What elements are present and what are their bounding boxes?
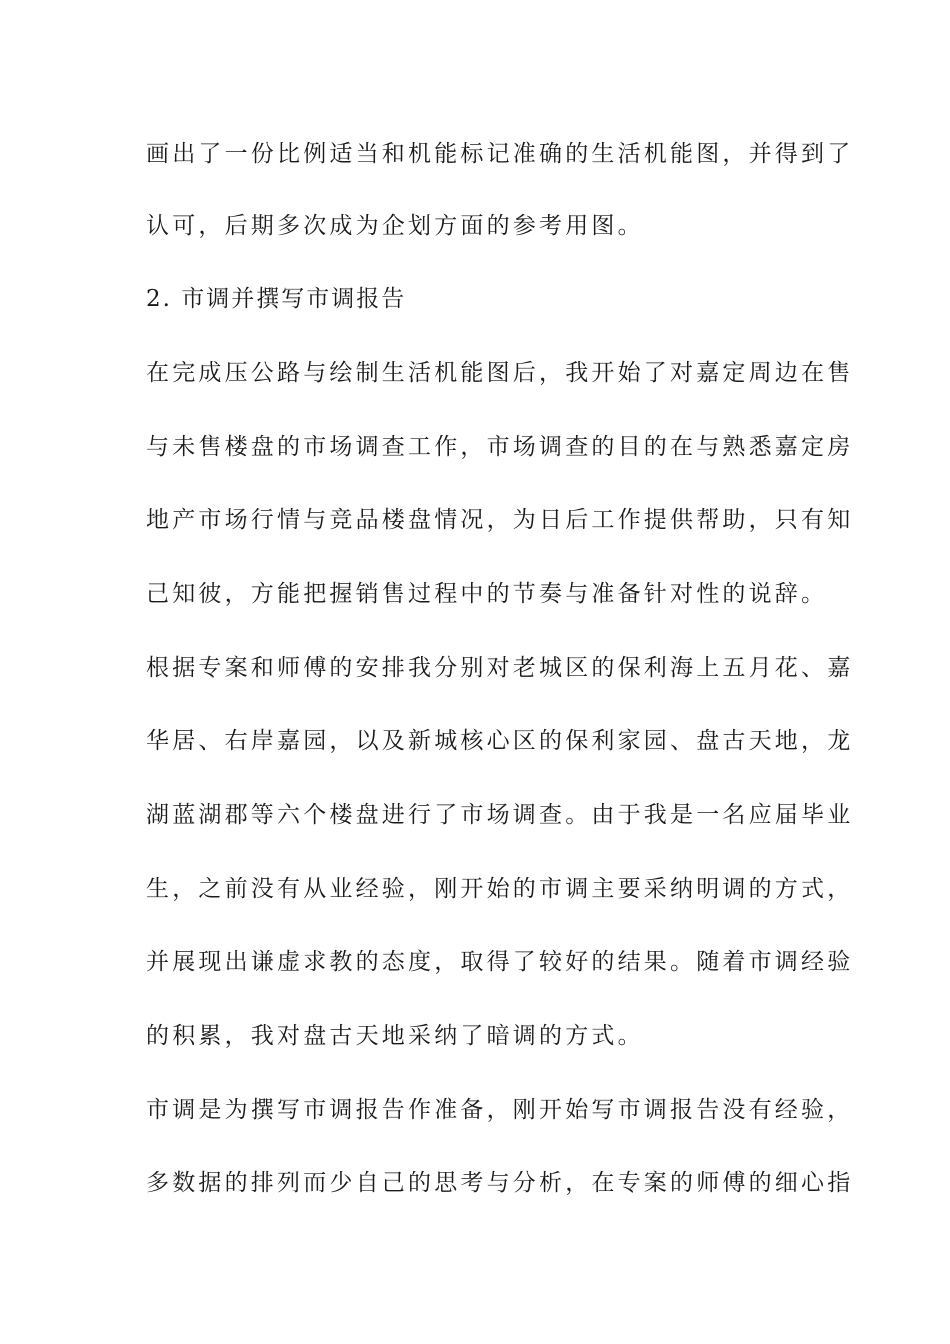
- paragraph-line: 并展现出谦虚求教的态度，取得了较好的结果。随着市调经验: [146, 949, 854, 975]
- paragraph-line: 生，之前没有从业经验，刚开始的市调主要采纳明调的方式，: [146, 876, 854, 902]
- paragraph-line: 地产市场行情与竞品楼盘情况，为日后工作提供帮助，只有知: [146, 507, 854, 533]
- section-heading: 2. 市调并撰写市调报告: [146, 286, 407, 312]
- paragraph-line: 在完成压公路与绘制生活机能图后，我开始了对嘉定周边在售: [146, 360, 854, 386]
- paragraph-line: 认可，后期多次成为企划方面的参考用图。: [146, 213, 644, 239]
- paragraph-line: 根据专案和师傅的安排我分别对老城区的保利海上五月花、嘉: [146, 655, 854, 681]
- paragraph-line: 多数据的排列而少自己的思考与分析，在专案的师傅的细心指: [146, 1170, 854, 1196]
- paragraph-line: 己知彼，方能把握销售过程中的节奏与准备针对性的说辞。: [146, 581, 828, 607]
- paragraph-line: 湖蓝湖郡等六个楼盘进行了市场调查。由于我是一名应届毕业: [146, 802, 854, 828]
- paragraph-line: 的积累，我对盘古天地采纳了暗调的方式。: [146, 1023, 644, 1049]
- paragraph-line: 画出了一份比例适当和机能标记准确的生活机能图，并得到了: [146, 141, 854, 167]
- paragraph-line: 市调是为撰写市调报告作准备，刚开始写市调报告没有经验，: [146, 1097, 854, 1123]
- paragraph-line: 华居、右岸嘉园，以及新城核心区的保利家园、盘古天地，龙: [146, 728, 854, 754]
- paragraph-line: 与未售楼盘的市场调查工作，市场调查的目的在与熟悉嘉定房: [146, 434, 854, 460]
